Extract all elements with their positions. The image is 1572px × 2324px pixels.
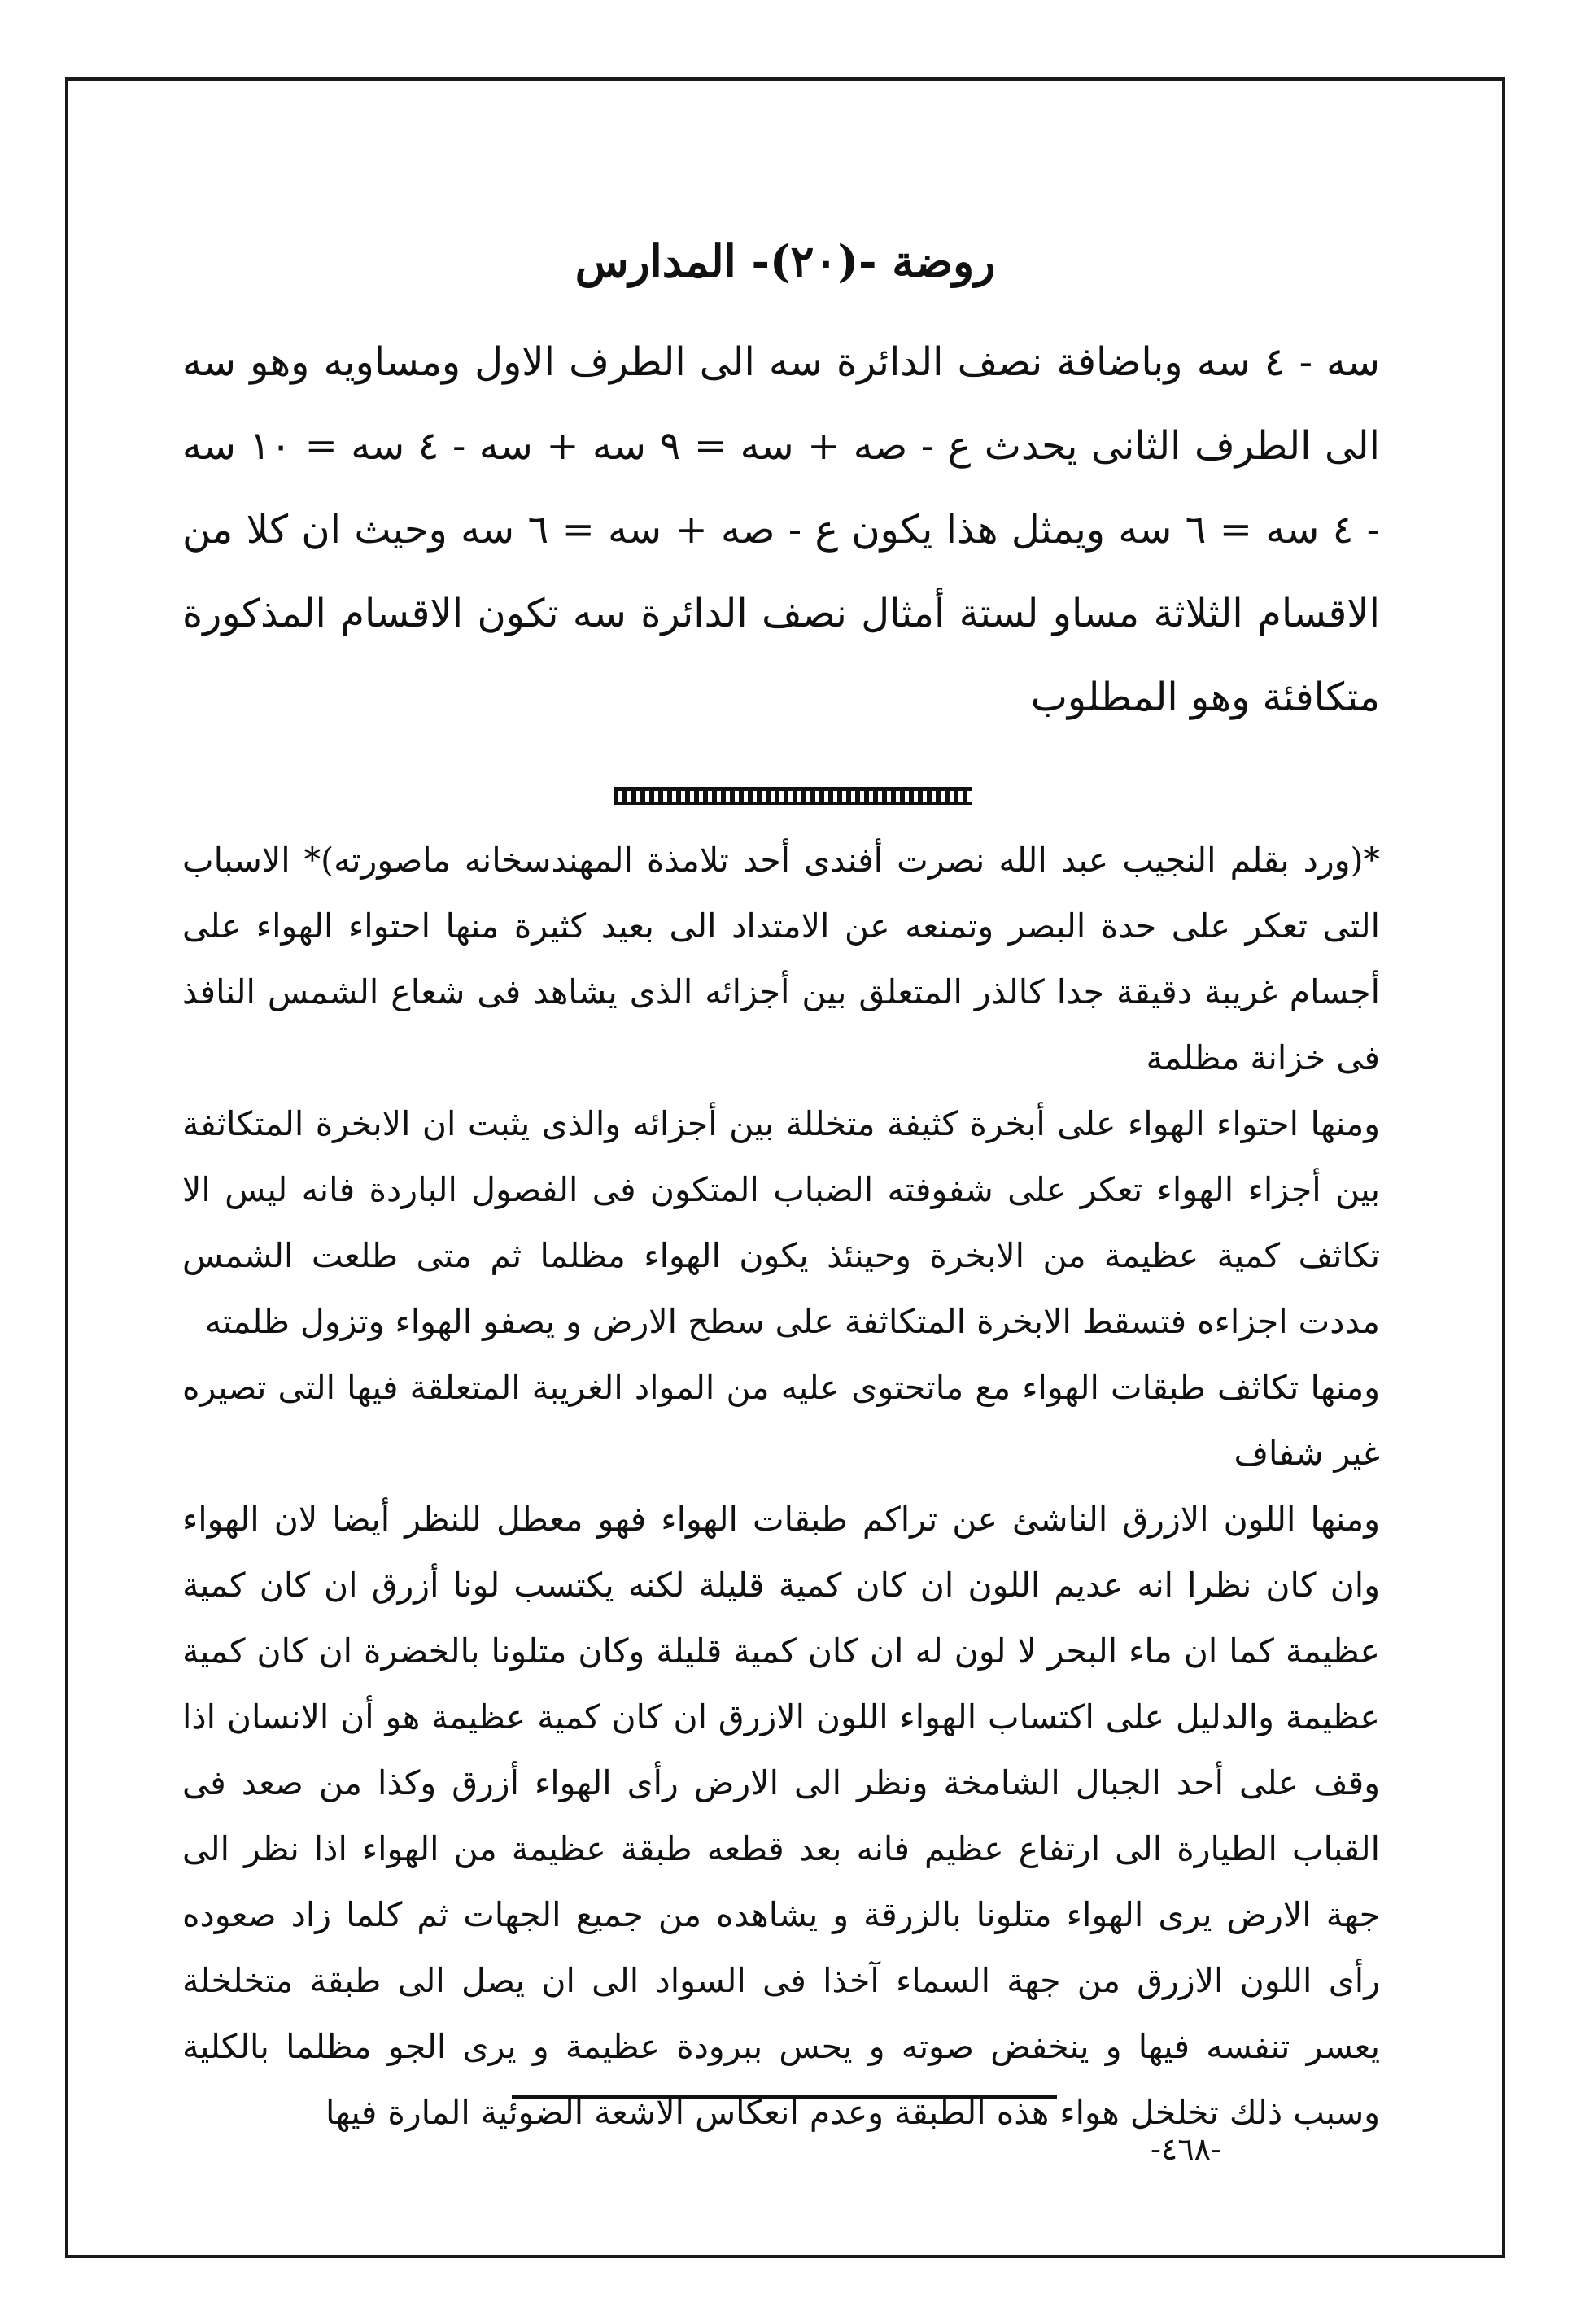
page-number: -٤٦٨- xyxy=(1151,2131,1221,2167)
article-paragraph: ومنها احتواء الهواء على أبخرة كثيفة متخللة بين أجزائه والذى يثبت ان الابخرة المتكاثفة بين أجزاء الهواء تعكر على شفوفته الضباب المتكون فى الفصول الباردة فانه ليس الا تكاثف كمية عظيمة من الابخرة وحينئذ يكون الهواء مظلما ثم متى طلعت الشمس مددت اجزاءه فتسقط الابخرة المتكاثفة على سطح الارض و يصفو الهواء وتزول ظلمته xyxy=(182,1104,1380,1341)
scanned-page xyxy=(65,77,1505,2258)
opening-paragraph xyxy=(182,321,1380,740)
bottom-divider xyxy=(512,2095,1057,2099)
article-paragraph: ومنها اللون الازرق الناشئ عن تراكم طبقات الهواء فهو معطل للنظر أيضا لان الهواء وان كان نظرا انه عديم اللون ان كان كمية قليلة لكنه يكتسب لونا أزرق ان كان كمية عظيمة كما ان ماء البحر لا لون له ان كان كمية قليلة وكان متلونا بالخضرة ان كان كمية عظيمة والدليل على اكتساب الهواء اللون الازرق ان كان كمية عظيمة هو أن الانسان اذا وقف على أحد الجبال الشامخة ونظر الى الارض رأى الهواء أزرق وكذا من صعد فى القباب الطيارة الى ارتفاع عظيم فانه بعد قطعه طبقة عظيمة من الهواء اذا نظر الى جهة الارض يرى الهواء متلونا بالزرقة و يشاهده من جميع الجهات ثم كلما زاد صعوده رأى اللون الازرق من جهة السماء آخذا فى السواد الى ان يصل الى طبقة متخلخلة يعسر تنفسه فيها و ينخفض صوته و يحس ببرودة عظيمة و يرى الجو مظلما بالكلية وسبب ذلك تخلخل هواء هذه الطبقة وعدم انعكاس الاشعة الضوئية المارة فيها xyxy=(182,1500,1380,2132)
opening-paragraph-text: سه - ٤ سه وباضافة نصف الدائرة سه الى الطرف الاول ومساويه وهو سه الى الطرف الثانى يحدث ع - صه + سه = ٩ سه + سه - ٤ سه = ١٠ سه - ٤ سه = ٦ سه ويمثل هذا يكون ع - صه + سه = ٦ سه وحيث ان كلا من الاقسام الثلاثة مساو لستة أمثال نصف الدائرة سه تكون الاقسام المذكورة متكافئة وهو المطلوب xyxy=(182,339,1381,720)
ornamental-divider xyxy=(614,787,972,805)
article-body xyxy=(182,828,1380,2146)
article-paragraph: *(ورد بقلم النجيب عبد الله نصرت أفندى أحد تلامذة المهندسخانه ماصورته)* الاسباب التى تعكر على حدة البصر وتمنعه عن الامتداد الى بعيد كثيرة منها احتواء الهواء على أجسام غريبة دقيقة جدا كالذر المتعلق بين أجزائه الذى يشاهد فى شعاع الشمس النافذ فى خزانة مظلمة xyxy=(182,841,1380,1077)
article-paragraph: ومنها تكاثف طبقات الهواء مع ماتحتوى عليه من المواد الغريبة المتعلقة فيها التى تصيره غير شفاف xyxy=(182,1368,1380,1473)
page-header: روضة -(٢٠)- المدارس xyxy=(574,235,996,287)
